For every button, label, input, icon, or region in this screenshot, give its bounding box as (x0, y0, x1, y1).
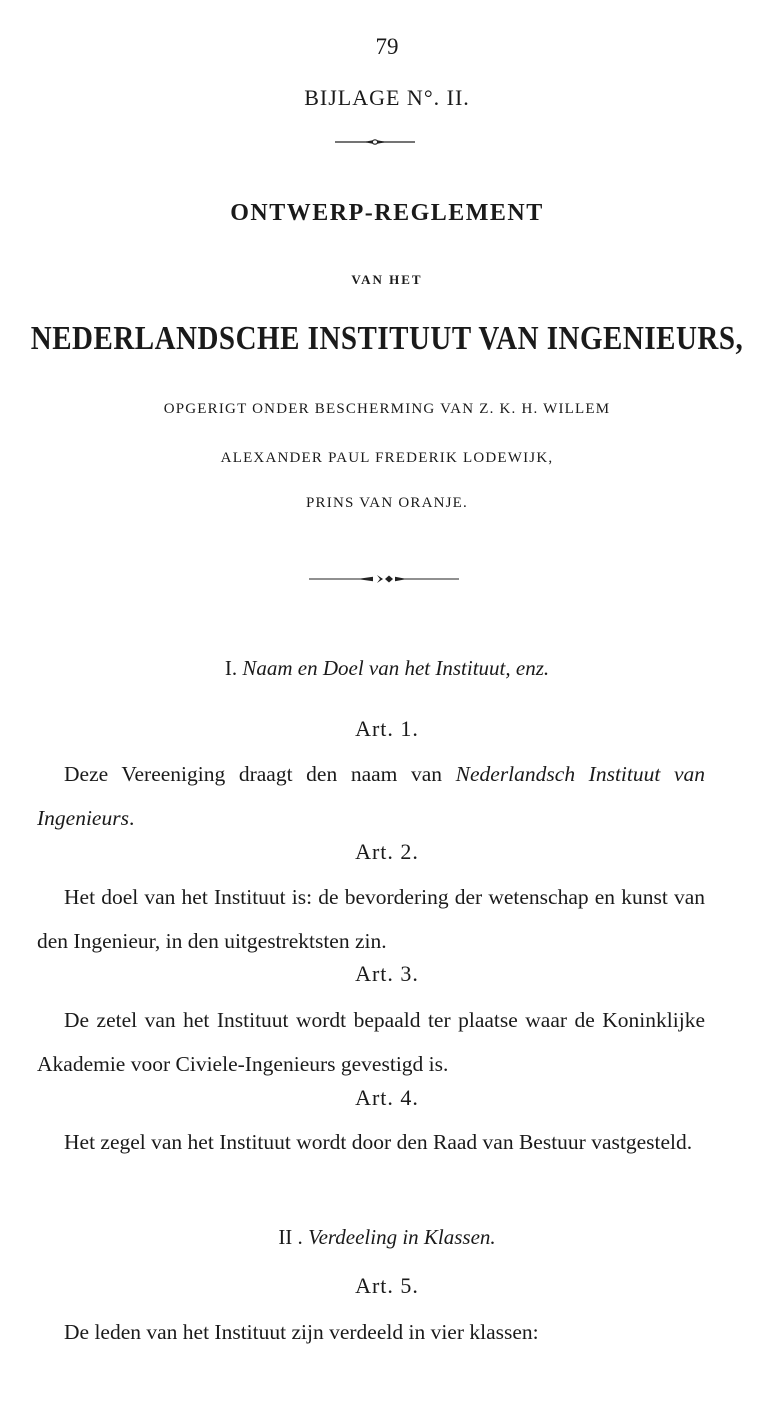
annex-heading: BIJLAGE N°. II. (304, 85, 470, 110)
section-title: Naam en Doel van het Instituut (242, 656, 506, 680)
section-title: Verdeeling in Klassen. (308, 1225, 496, 1249)
article-text: De zetel van het Instituut wordt bepaald ter plaatse waar de Koninklijke Akademie voor Civiele-Ingenieurs gevestigd is. (37, 1008, 705, 1076)
article-text-italic: Nederlandsch Instituut van Ingenieurs (37, 762, 705, 830)
document-title: ONTWERP-REGLEMENT (230, 200, 544, 226)
patronage-line-2: ALEXANDER PAUL FREDERIK LODEWIJK, (220, 450, 554, 466)
article-text: Het doel van het Instituut is: de bevordering der wetenschap en kunst van den Ingenieur, in den uitgestrektsten zin. (37, 885, 705, 953)
article-text-part: . (128, 806, 135, 830)
article-text-part: Deze Vereeniging draagt den naam van (64, 762, 456, 786)
article-heading: Art. 4. (355, 1085, 419, 1110)
article-text (37, 752, 705, 840)
ornament-divider (333, 134, 417, 150)
patronage-line-1: OPGERIGT ONDER BESCHERMING VAN Z. K. H. WILLEM (163, 401, 611, 417)
section-suffix: , enz. (505, 656, 550, 680)
ornament-divider (307, 571, 461, 587)
article-text: Het zegel van het Instituut wordt door den Raad van Bestuur vastgesteld. (64, 1130, 693, 1154)
section-heading-2 (0, 1225, 774, 1250)
section-heading-1 (0, 656, 774, 681)
article-heading: Art. 2. (355, 839, 419, 864)
article-heading: Art. 5. (355, 1273, 419, 1298)
section-number: I. (224, 656, 238, 680)
page-number: 79 (375, 34, 399, 59)
patronage-line-3: PRINS VAN ORANJE. (306, 495, 468, 511)
institute-name: NEDERLANDSCHE INSTITUUT VAN INGENIEURS, (30, 320, 744, 357)
article-heading: Art. 1. (355, 716, 419, 741)
title-connector: VAN HET (351, 272, 423, 287)
section-number: II . (278, 1225, 303, 1249)
article-text: De leden van het Instituut zijn verdeeld in vier klassen: (64, 1320, 539, 1344)
article-heading: Art. 3. (355, 961, 419, 986)
